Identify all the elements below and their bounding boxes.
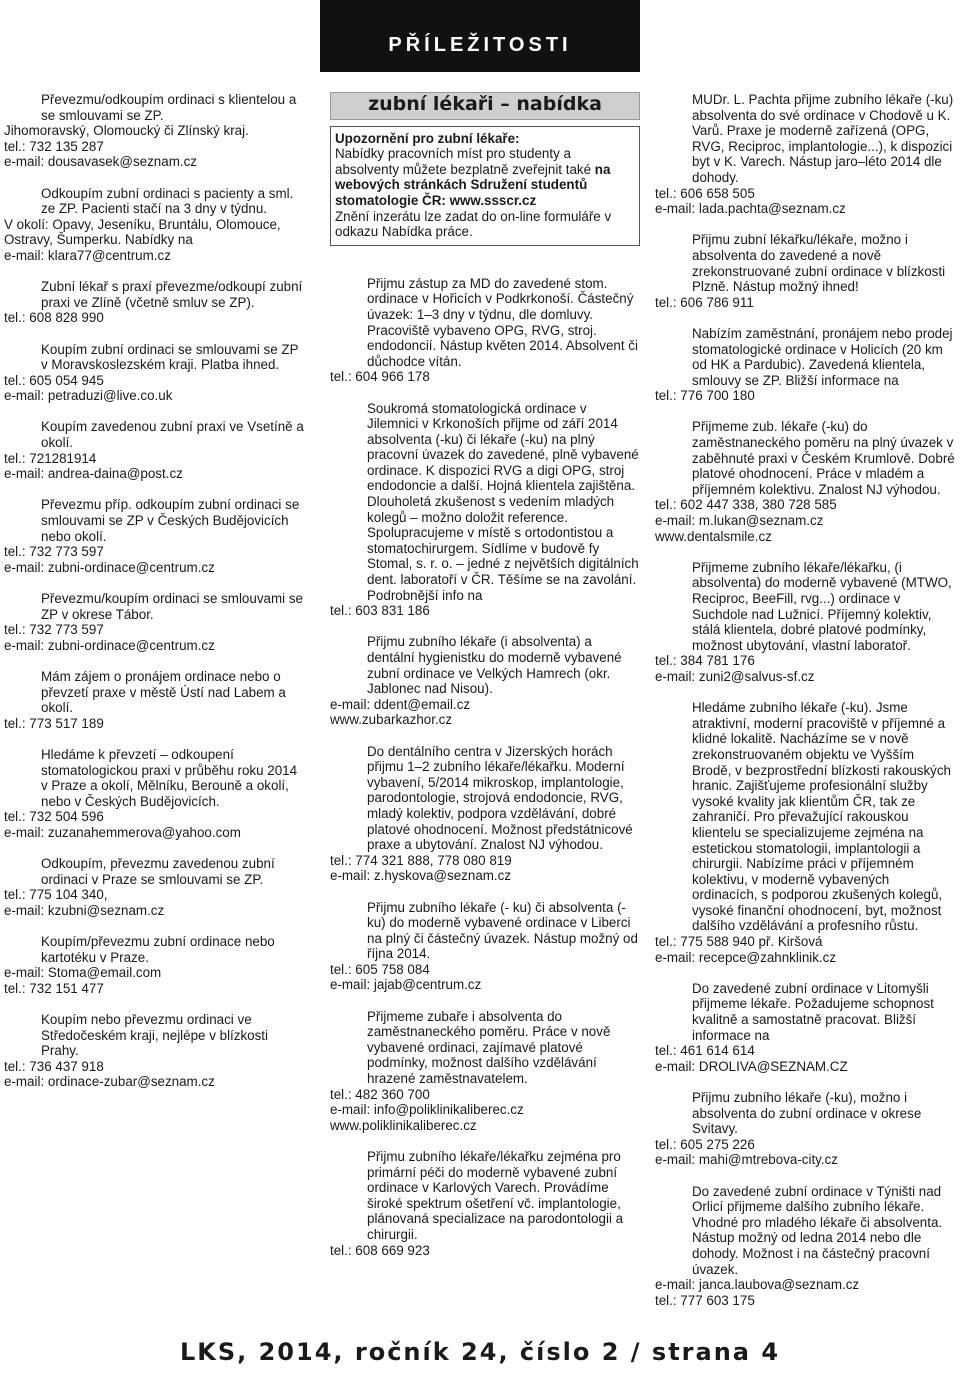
- ad-text: Přijmeme zubního lékaře/lékařku, (i absolventa) do moderně vybavené (MTWO, Reciproc, BeeFill, rvg...) ordinace v Suchdole nad Lužnicí. Příjemný kolektiv, stálá klientela, dobré platové podmínky, možnost ubytování, vlastní laboratoř.: [692, 559, 952, 653]
- notice-box: [330, 126, 640, 246]
- ad-phone: tel.: 775 588 940 př. Kiršová: [655, 934, 823, 950]
- ad-email[interactable]: e-mail: zubni-ordinace@centrum.cz: [4, 637, 215, 653]
- ad-item: [330, 634, 640, 728]
- ad-email[interactable]: e-mail: klara77@centrum.cz: [4, 247, 171, 263]
- ad-email[interactable]: e-mail: info@poliklinikaliberec.cz: [330, 1102, 524, 1118]
- ad-item: [655, 326, 955, 404]
- ad-item: [655, 232, 955, 310]
- ad-email[interactable]: e-mail: janca.laubova@seznam.cz: [655, 1277, 860, 1293]
- ad-email[interactable]: e-mail: zuni2@salvus-sf.cz: [655, 668, 815, 684]
- ad-phone: tel.: 732 151 477: [4, 980, 104, 996]
- ad-phone: tel.: 732 504 596: [4, 809, 104, 825]
- ad-text: Přijmu zástup za MD do zavedené stom. ordinace v Hořicích v Podkrkonoší. Částečný úvazek: 1–3 dny v týdnu, dle domluvy. Pracoviště vybaveno OPG, RVG, stroj. endodoncií. Nástup květen 2014. Absolvent či důchodce vítán.: [367, 275, 638, 369]
- ad-text: Nabízím zaměstnání, pronájem nebo prodej stomatologické ordinace v Holicích (20 km od HK a Pardubic). Zavedená klientela, smlouvy se ZP. Bližší informace na: [692, 325, 953, 388]
- ad-text: V okolí: Opavy, Jeseníku, Bruntálu, Olomouce, Ostravy, Šumperku. Nabídky na: [4, 216, 281, 248]
- ad-text: Mám zájem o pronájem ordinace nebo o převzetí praxe v městě Ústí nad Labem a okolí.: [41, 668, 286, 716]
- ad-item: [4, 497, 304, 575]
- ad-phone: tel.: 732 135 287: [4, 138, 104, 154]
- ad-item: [330, 1009, 640, 1134]
- ad-email[interactable]: e-mail: zuzanahemmerova@yahoo.com: [4, 824, 241, 840]
- ad-phone: tel.: 603 831 186: [330, 603, 430, 619]
- ad-email[interactable]: e-mail: recepce@zahnklinik.cz: [655, 949, 837, 965]
- ad-item: [655, 419, 955, 544]
- ad-phone: tel.: 605 758 084: [330, 961, 430, 977]
- ad-email[interactable]: e-mail: jajab@centrum.cz: [330, 977, 482, 993]
- ad-email[interactable]: e-mail: mahi@mtrebova-city.cz: [655, 1152, 838, 1168]
- ad-item: [4, 342, 304, 404]
- ad-text: Přijmu zubního lékaře (-ku), možno i absolventa do zubní ordinace v okrese Svitavy.: [692, 1090, 922, 1137]
- ad-phone: tel.: 775 104 340,: [4, 887, 108, 903]
- ad-phone: tel.: 774 321 888, 778 080 819: [330, 852, 512, 868]
- ad-item: [4, 92, 304, 170]
- section-header: [320, 0, 640, 72]
- ad-text: Převezmu/koupím ordinaci se smlouvami se ZP v okrese Tábor.: [41, 591, 303, 622]
- ad-email[interactable]: e-mail: DROLIVA@SEZNAM.CZ: [655, 1058, 848, 1074]
- ad-phone: tel.: 384 781 176: [655, 653, 755, 669]
- ad-item: [655, 981, 955, 1075]
- ad-email[interactable]: e-mail: m.lukan@seznam.cz: [655, 513, 824, 529]
- ad-item: [655, 92, 955, 217]
- ad-email[interactable]: e-mail: zubni-ordinace@centrum.cz: [4, 559, 215, 575]
- ad-phone: tel.: 608 669 923: [330, 1242, 430, 1258]
- ad-item: [330, 401, 640, 619]
- middle-column: [330, 92, 640, 1274]
- ad-text: Hledáme zubního lékaře (-ku). Jsme atraktivní, moderní pracoviště v příjemné a klidné lokalitě. Nacházíme se v nově zrekonstruovaném objektu ve Vyšším Brodě, v bezprostřední blízkosti rakouských hranic. Zajišťujeme profesionální služby vysoké kvality jak klientům ČR, tak ze zahraničí. Pro převažující rakouskou klientelu se specializujeme zejména na estetickou stomatologii, implantologii a chirurgii. Nabízíme práci v příjemném kolektivu, v moderně vybavených ordinacích, s podporou zkušených kolegů, vysoké finanční ohodnocení, byt, možnost dalšího vzdělávání a profesního růstu.: [692, 700, 952, 934]
- page-footer: LKS, 2014, ročník 24, číslo 2 / strana 4: [179, 1338, 781, 1366]
- ad-email[interactable]: e-mail: kzubni@seznam.cz: [4, 902, 165, 918]
- notice-link-text[interactable]: na webových stránkách Sdružení studentů stomatologie ČR: www.ssscr.cz: [335, 161, 611, 208]
- ad-email[interactable]: e-mail: Stoma@email.com: [4, 965, 162, 981]
- ad-phone: tel.: 732 773 597: [4, 622, 104, 638]
- ad-item: [330, 1149, 640, 1258]
- ad-item: [330, 744, 640, 884]
- notice-text: Znění inzerátu lze zadat do on-line formuláře v odkazu Nabídka práce.: [335, 208, 612, 240]
- ad-item: [4, 747, 304, 841]
- ad-phone: tel.: 776 700 180: [655, 388, 755, 404]
- ad-web[interactable]: www.poliklinikaliberec.cz: [330, 1117, 477, 1133]
- ad-item: [4, 279, 304, 326]
- ad-text: Koupím nebo převezmu ordinaci ve Středočeském kraji, nejlépe v blízkosti Prahy.: [41, 1012, 268, 1059]
- ad-phone: tel.: 605 275 226: [655, 1136, 755, 1152]
- ad-item: [655, 700, 955, 965]
- ad-email[interactable]: e-mail: petraduzi@live.co.uk: [4, 388, 173, 404]
- ad-item: [4, 1012, 304, 1090]
- ad-item: [330, 900, 640, 994]
- ad-item: [655, 560, 955, 685]
- ad-text: Do zavedené zubní ordinace v Týništi nad Orlicí přijmeme dalšího zubního lékaře. Vhodné pro mladého lékaře či absolventa. Nástup možný od ledna 2014 nebo dle dohody. Možnost i na částečný pracovní úvazek.: [692, 1183, 943, 1277]
- ad-phone: tel.: 461 614 614: [655, 1043, 755, 1059]
- ad-item: [4, 419, 304, 481]
- ad-phone: tel.: 777 603 175: [655, 1292, 755, 1308]
- right-column: [655, 92, 955, 1324]
- ad-email[interactable]: e-mail: lada.pachta@seznam.cz: [655, 201, 846, 217]
- ad-phone: tel.: 605 054 945: [4, 372, 104, 388]
- ad-item: [655, 1184, 955, 1309]
- ad-phone: tel.: 721281914: [4, 450, 97, 466]
- left-column: [4, 92, 304, 1106]
- ad-item: [4, 669, 304, 731]
- ad-text: Koupím zavedenou zubní praxi ve Vsetíně a okolí.: [41, 419, 304, 451]
- ad-text: Soukromá stomatologická ordinace v Jilemnici v Krkonoších přijme od září 2014 absolventa (-ku) či lékaře (-ku) na plný pracovní úvazek do zavedené, plně vybavené ordinace. K dispozici RVG a digi OPG, stroj endodoncie a další. Hojná klientela zajištěna. Dlouholetá zkušenost s vedením mladých kolegů – možno doložit reference. Spolupracujeme v místě s ortodontistou a stomatochirurgem. Sídlíme v budově fy Stomal, s. r. o. – jedné z největších digitálních dent. laboratoří v ČR. Těšíme se na zavolání. Podrobnější info na: [367, 400, 639, 603]
- ad-text: Přijmu zubního lékaře (i absolventa) a dentální hygienistku do moderně vybavené zubní ordinace ve Velkých Hamrech (okr. Jablonec nad Nisou).: [367, 634, 622, 697]
- ad-phone: tel.: 482 360 700: [330, 1086, 430, 1102]
- ad-web[interactable]: www.dentalsmile.cz: [655, 528, 772, 544]
- ad-text: Koupím/převezmu zubní ordinace nebo kartotéku v Praze.: [41, 934, 275, 965]
- ad-text: Jihomoravský, Olomoucký či Zlínský kraj.: [4, 123, 249, 139]
- ad-item: [4, 934, 304, 996]
- ad-text: Koupím zubní ordinaci se smlouvami se ZP v Moravskoslezském kraji. Platba ihned.: [41, 341, 299, 373]
- ad-phone: tel.: 602 447 338, 380 728 585: [655, 497, 837, 513]
- ad-item: [4, 186, 304, 264]
- ad-text: Hledáme k převzetí – odkoupení stomatologickou praxi v průběhu roku 2014 v Praze a okolí, Mělníku, Berouně a okolí, nebo v Českých Budějovicích.: [41, 746, 298, 809]
- ad-text: MUDr. L. Pachta přijme zubního lékaře (-ku) absolventa do své ordinace v Chodově u K. Varů. Praxe je moderně zařízená (OPG, RVG, Reciproc, implantologie...), k dispozici byt v K. Varech. Nástup jaro–léto 2014 dle dohody.: [692, 92, 954, 185]
- ad-email[interactable]: e-mail: andrea-daina@post.cz: [4, 466, 183, 482]
- ad-item: [4, 856, 304, 918]
- notice-heading: Upozornění pro zubní lékaře:: [335, 130, 520, 146]
- ad-email[interactable]: e-mail: ddent@email.cz: [330, 696, 471, 712]
- ad-email[interactable]: e-mail: dousavasek@seznam.cz: [4, 154, 197, 170]
- ad-text: Přijmu zubní lékařku/lékaře, možno i absolventa do zavedené a nově zrekonstruované zubní ordinace v blízkosti Plzně. Nástup možný ihned!: [692, 232, 946, 295]
- ad-phone: tel.: 736 437 918: [4, 1058, 104, 1074]
- ad-text: Převezmu/odkoupím ordinaci s klientelou a se smlouvami se ZP.: [41, 92, 297, 123]
- ad-text: Odkoupím zubní ordinaci s pacienty a sml. ze ZP. Pacienti stačí na 3 dny v týdnu.: [41, 185, 294, 217]
- ad-phone: tel.: 604 966 178: [330, 369, 430, 385]
- ad-phone: tel.: 606 658 505: [655, 185, 755, 201]
- ad-text: Do dentálního centra v Jizerských horách přijmu 1–2 zubního lékaře/lékařku. Moderní vybavení, 5/2014 mikroskop, implantologie, parodontologie, strojová endodoncie, RVG, mladý kolektiv, podpora vzdělávání, dobré platové ohodnocení. Možnost předstátnicové praxe a ubytování. Znalost NJ výhodou.: [367, 743, 633, 853]
- ad-phone: tel.: 773 517 189: [4, 715, 104, 731]
- ad-text: Přijmu zubního lékaře (- ku) či absolventa (-ku) do moderně vybavené ordinace v Liberci na plný či částečný úvazek. Nástup možný od října 2014.: [367, 899, 638, 962]
- box-title: zubní lékaři – nabídka: [330, 92, 640, 120]
- ad-phone: tel.: 606 786 911: [655, 294, 754, 310]
- ad-web[interactable]: www.zubarkazhor.cz: [330, 712, 453, 728]
- ad-email[interactable]: e-mail: ordinace-zubar@seznam.cz: [4, 1074, 215, 1090]
- ad-phone: tel.: 732 773 597: [4, 544, 104, 560]
- ad-item: [330, 276, 640, 385]
- ad-email[interactable]: e-mail: z.hyskova@seznam.cz: [330, 868, 512, 884]
- ad-text: Do zavedené zubní ordinace v Litomyšli přijmeme lékaře. Požadujeme schopnost kvalitně a samostatně pracovat. Bližší informace na: [692, 980, 934, 1043]
- ad-text: Převezmu příp. odkoupím zubní ordinaci se smlouvami se ZP v Českých Budějovicích nebo okolí.: [41, 497, 300, 544]
- ad-text: Odkoupím, převezmu zavedenou zubní ordinaci v Praze se smlouvami se ZP.: [41, 856, 275, 887]
- ad-text: Zubní lékař s praxí převezme/odkoupí zubní praxi ve Zlíně (včetně smluv se ZP).: [41, 279, 303, 310]
- ad-item: [655, 1090, 955, 1168]
- ad-item: [4, 591, 304, 653]
- ad-text: Přijmeme zub. lékaře (-ku) do zaměstnaneckého poměru na plný úvazek v zaběhnuté praxi v Českém Krumlově. Dobré platové ohodnocení. Práce v mladém a příjemném kolektivu. Znalost NJ výhodou.: [692, 419, 955, 497]
- notice-text: Nabídky pracovních míst pro studenty a absolventy můžete bezplatně zveřejnit také: [335, 146, 595, 177]
- ad-text: Přijmu zubního lékaře/lékařku zejména pro primární péči do moderně vybavené zubní ordinace v Karlových Varech. Provádíme široké spektrum ošetření vč. implantologie, plánovaná specializace na parodontologii a chirurgii.: [367, 1149, 624, 1242]
- section-title: PŘÍLEŽITOSTI: [388, 34, 572, 56]
- ad-phone: tel.: 608 828 990: [4, 310, 104, 326]
- ad-text: Přijmeme zubaře i absolventa do zaměstnaneckého poměru. Práce v nově vybavené ordinaci, zajímavé platové podmínky, možnost dalšího vzdělávání hrazené zaměstnavatelem.: [367, 1008, 611, 1087]
